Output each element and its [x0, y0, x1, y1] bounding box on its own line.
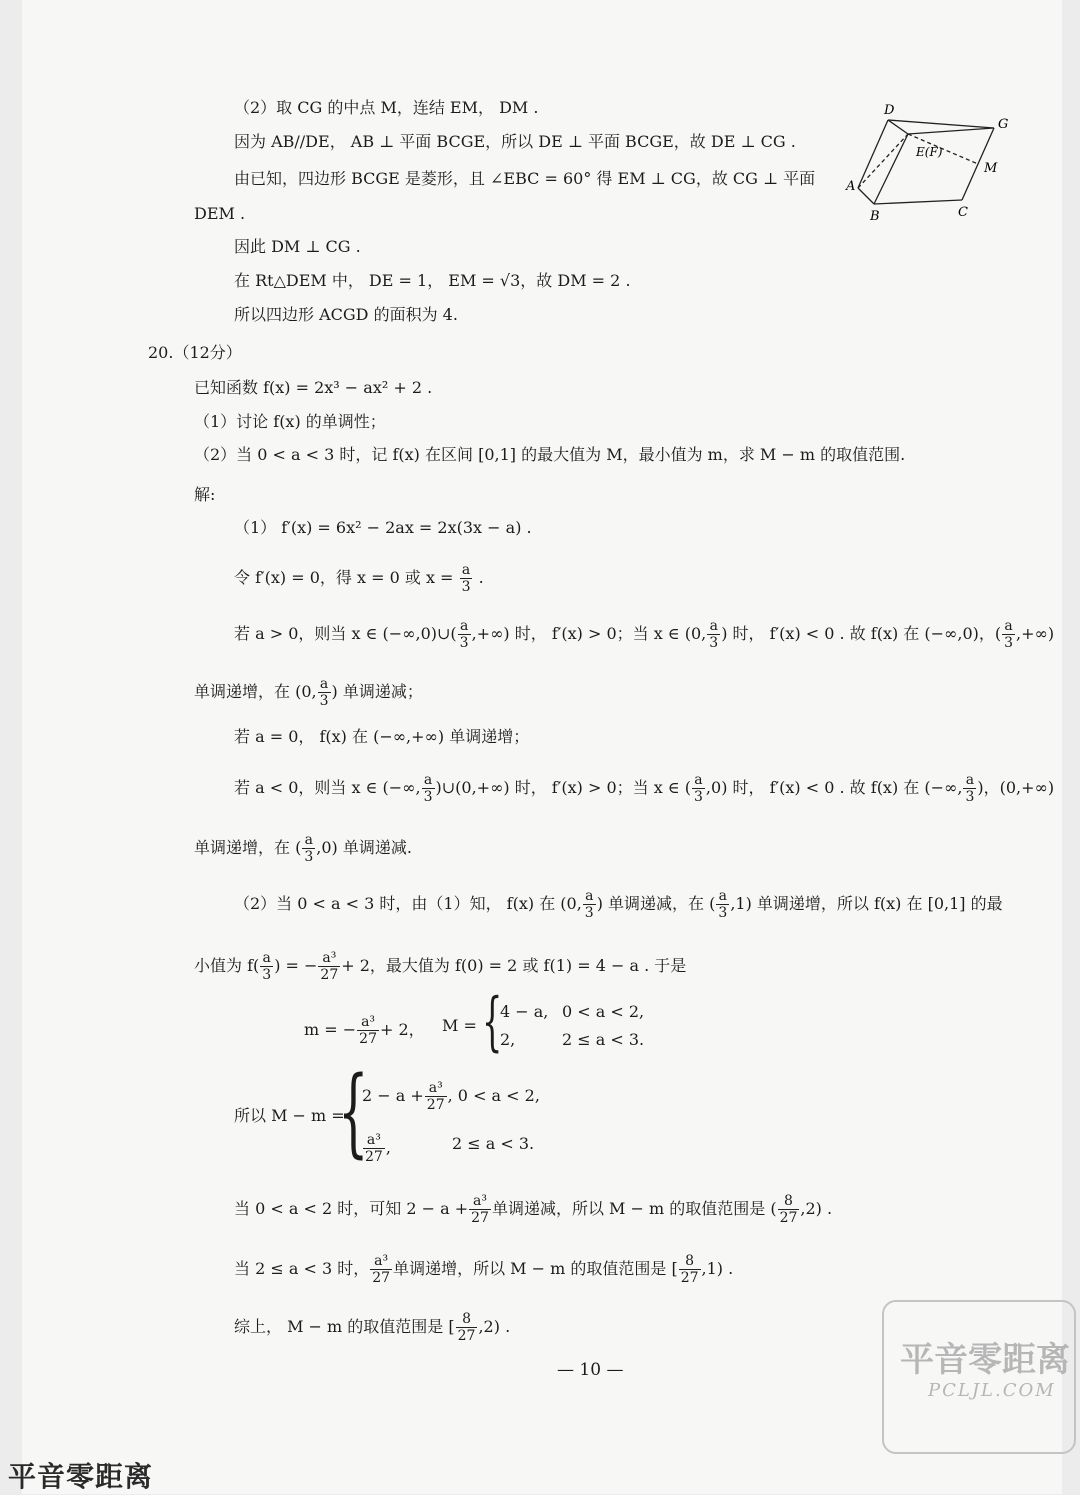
vertex-label-m: M	[984, 161, 998, 176]
text-line: 所以四边形 ACGD 的面积为 4.	[234, 305, 458, 324]
text-line: 因此 DM ⊥ CG .	[234, 237, 361, 256]
text-line: 单调递增，在 (0, $\frac{a}{3}$ ) 单调递减；	[194, 676, 423, 709]
text-line: 由已知，四边形 BCGE 是菱形，且 ∠EBC = 60° 得 EM ⊥ CG，故 CG ⊥ 平面	[234, 169, 816, 188]
fraction: $\frac{a}{3}$	[319, 676, 329, 709]
case-line: 2,	[500, 1030, 516, 1049]
text-line: 若 a = 0， f(x) 在 (−∞,+∞) 单调递增；	[234, 727, 530, 746]
fraction: $\frac{\text{a³}}{27}$	[359, 1014, 377, 1047]
fraction: $\frac{a}{3}$	[423, 772, 433, 805]
case-line: $\frac{\text{a³}}{27}$ ,	[365, 1132, 391, 1165]
watermark-logo	[882, 1300, 1076, 1454]
text-line: （2）当 0 < a < 3 时，由（1）知， f(x) 在 (0, $\frac{a}{3}$ ) 单调递减，在 ( $\frac{a}{3}$ ,1) 单调递增，所以 f(x) 在 [0,1] 的最	[234, 888, 1003, 921]
fraction: $\frac{8}{27}$	[457, 1311, 476, 1344]
text-line: 在 Rt△DEM 中， DE = 1， EM = √3，故 DM = 2 .	[234, 271, 631, 290]
fraction: $\frac{a}{3}$	[694, 772, 703, 805]
fraction: $\frac{a}{3}$	[1004, 618, 1014, 651]
fraction: $\frac{a}{3}$	[718, 888, 728, 921]
solution-label: 解:	[194, 485, 216, 504]
text-line: 当 0 < a < 2 时，可知 2 − a + $\frac{\text{a³}}{27}$ 单调递减，所以 M − m 的取值范围是 ( $\frac{8}{27}$ ,2) .	[234, 1193, 833, 1226]
fraction: $\frac{a}{3}$	[709, 618, 719, 651]
watermark-corner: 平音零距离	[8, 1460, 154, 1493]
case-line: 2 − a + $\frac{\text{a³}}{27}$ , 0 < a < 2,	[362, 1080, 540, 1113]
fraction: $\frac{a}{3}$	[262, 950, 272, 983]
text-line: （1） f′(x) = 6x² − 2ax = 2x(3x − a) .	[234, 518, 532, 537]
vertex-label-c: C	[958, 205, 968, 220]
fraction: $\frac{a}{3}$	[965, 772, 975, 805]
vertex-label-d: D	[884, 103, 895, 118]
text-line: （2）当 0 < a < 3 时，记 f(x) 在区间 [0,1] 的最大值为 M，最小值为 m，求 M − m 的取值范围.	[194, 445, 906, 464]
text-line: 已知函数 f(x) = 2x³ − ax² + 2 .	[194, 378, 433, 397]
fraction: $\frac{\text{a³}}{27}$	[471, 1193, 489, 1226]
fraction: $\frac{\text{a³}}{27}$	[365, 1132, 383, 1165]
fraction: $\frac{a}{3}$	[459, 618, 469, 651]
brace: {	[338, 1056, 369, 1168]
prism-figure	[834, 100, 1034, 230]
text-line: 若 a > 0，则当 x ∈ (−∞,0)∪( $\frac{a}{3}$ ,+∞) 时， f′(x) > 0；当 x ∈ (0, $\frac{a}{3}$ ) 时， f′(x) < 0 . 故 f(x) 在 (−∞,0)，( $\frac{a}{3}$ ,+∞)	[234, 618, 1055, 651]
fraction: $\frac{\text{a³}}{27}$	[426, 1080, 445, 1113]
fraction: $\frac{8}{27}$	[779, 1193, 798, 1226]
document-page	[22, 0, 1070, 1494]
case-line: 2 ≤ a < 3.	[562, 1030, 645, 1049]
watermark-text: 平音零距离	[900, 1340, 1070, 1380]
text-line: 若 a < 0，则当 x ∈ (−∞, $\frac{a}{3}$ )∪(0,+∞) 时， f′(x) > 0；当 x ∈ ( $\frac{a}{3}$ ,0) 时， f′(x) < 0 . 故 f(x) 在 (−∞, $\frac{a}{3}$ )，(0,+∞)	[234, 772, 1055, 805]
watermark-url: PCLJL.COM	[928, 1380, 1056, 1401]
text-line: 当 2 ≤ a < 3 时， $\frac{\text{a³}}{27}$ 单调递增，所以 M − m 的取值范围是 [ $\frac{8}{27}$ ,1) .	[234, 1253, 734, 1286]
vertex-label-b: B	[870, 209, 880, 224]
case-line: 4 − a,	[500, 1002, 549, 1021]
fraction: $\frac{\text{a³}}{27}$	[372, 1253, 391, 1286]
fraction: $\frac{a}{3}$	[461, 562, 471, 595]
page-number: — 10 —	[557, 1360, 624, 1380]
fraction: $\frac{8}{27}$	[680, 1253, 699, 1286]
case-line: 2 ≤ a < 3.	[452, 1134, 535, 1153]
fraction: $\frac{a}{3}$	[584, 888, 594, 921]
vertex-label-a: A	[846, 179, 856, 194]
text-line: 单调递增，在 ( $\frac{a}{3}$ ,0) 单调递减.	[194, 832, 412, 865]
fraction: $\frac{a}{3}$	[304, 832, 314, 865]
text-line: 小值为 f( $\frac{a}{3}$ ) = − $\frac{\text{a³}}{27}$ + 2，最大值为 f(0) = 2 或 f(1) = 4 − a . 于是	[194, 950, 687, 983]
text-line: 令 f′(x) = 0，得 x = 0 或 x = $\frac{a}{3}$ .	[234, 562, 484, 595]
text-line: （1）讨论 f(x) 的单调性；	[194, 412, 386, 431]
vertex-label-g: G	[998, 117, 1009, 132]
fraction: $\frac{\text{a³}}{27}$	[320, 950, 339, 983]
case-line: 0 < a < 2,	[562, 1002, 645, 1021]
text-line: 因为 AB//DE， AB ⊥ 平面 BCGE，所以 DE ⊥ 平面 BCGE，故 DE ⊥ CG .	[234, 132, 796, 151]
brace: {	[482, 985, 503, 1059]
text-line: DEM .	[194, 204, 246, 223]
text-line: M =	[442, 1016, 477, 1035]
text-line: m = − $\frac{\text{a³}}{27}$ + 2，	[304, 1014, 425, 1047]
text-line: （2）取 CG 的中点 M，连结 EM， DM .	[234, 98, 539, 117]
question-number: 20.（12分）	[148, 343, 242, 362]
text-line: 综上， M − m 的取值范围是 [ $\frac{8}{27}$ ,2) .	[234, 1311, 511, 1344]
text-line: 所以 M − m =	[234, 1106, 345, 1125]
vertex-label-ef: E(F)	[916, 145, 943, 159]
